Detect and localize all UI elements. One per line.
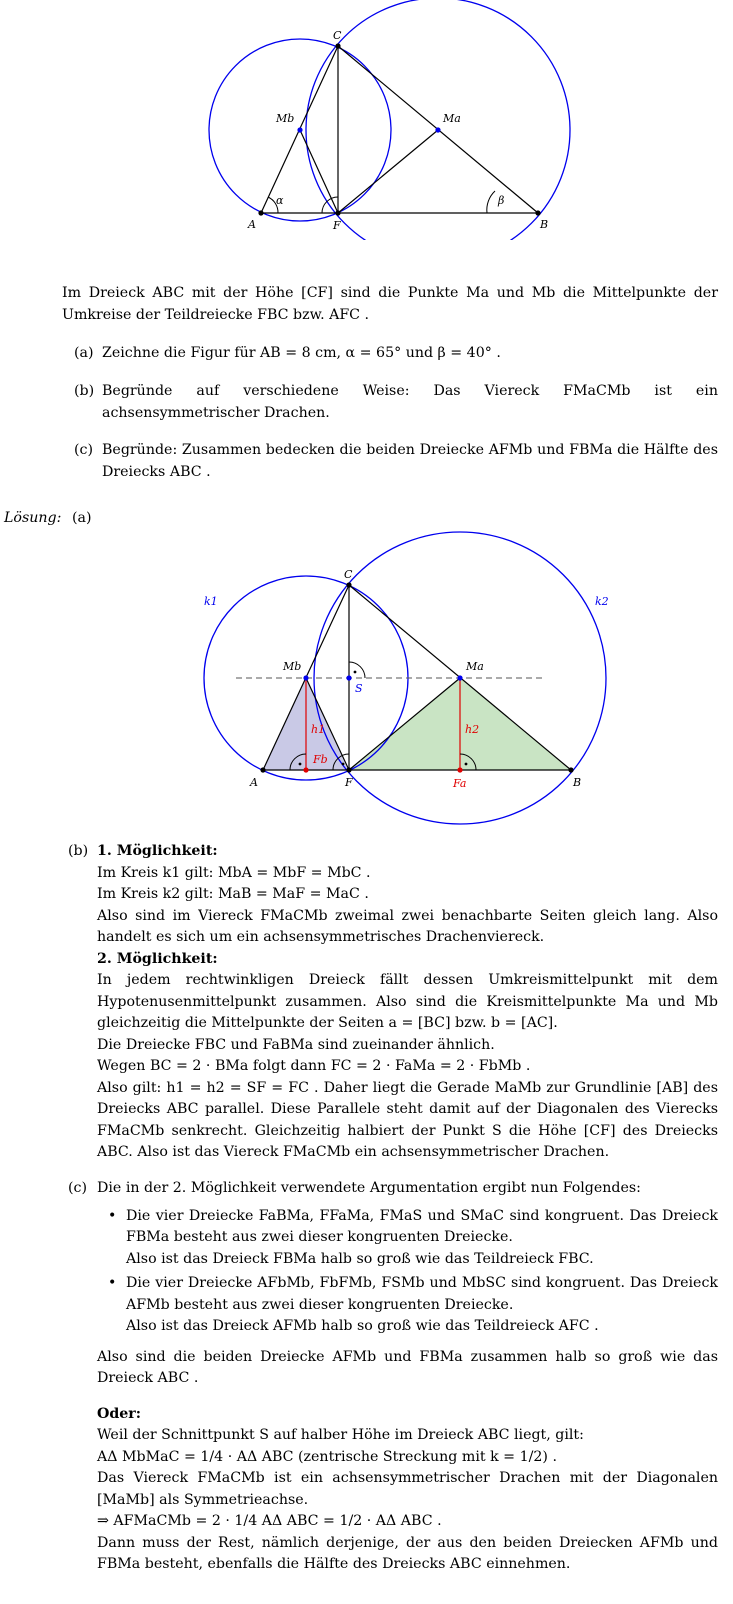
point-Fa (457, 767, 462, 772)
solution-b-label: (b) (68, 843, 89, 859)
label-B: B (540, 218, 549, 231)
bullet-2-text: Die vier Dreiecke AFbMb, FbFMb, FSMb und MbSC sind kongruent. Das Dreieck AFMb besteht aus zwei dieser kongruenten Dreiecke. (126, 1275, 718, 1313)
right-angle-dot-S (354, 671, 357, 674)
point-F (335, 210, 340, 215)
label-beta: β (498, 194, 505, 207)
solution-b (66, 841, 718, 1164)
bullet-1-conclusion: Also ist das Dreieck FBMa halb so groß wie das Teildreieck FBC. (126, 1250, 594, 1267)
similarity-line: Die Dreiecke FBC und FaBMa sind zueinander ähnlich. (97, 1036, 495, 1053)
point-Ma (435, 127, 440, 132)
point-A (258, 210, 263, 215)
hypotenuse-argument: In jedem rechtwinkligen Dreieck fällt dessen Umkreismittelpunkt mit dem Hypotenusenmittelpunkt zusammen. Also sind die Kreismittelpunkte Ma und Mb gleichzeitig die Mittelpunkte der Seiten a = [BC] bzw. b = [AC]. (97, 972, 718, 1031)
oder-line-5: Dann muss der Rest, nämlich derjenige, der aus den beiden Dreiecken AFMb und FBMa besteht, ebenfalls die Hälfte des Dreiecks ABC einnehmen. (97, 1534, 718, 1572)
item-label: (a) (74, 345, 94, 361)
figure-2 (0, 528, 733, 828)
solution-b-content (97, 841, 718, 1164)
congruence-list (97, 1206, 718, 1338)
segment-MbF (300, 130, 338, 213)
right-angle-dot-Fa (465, 763, 468, 766)
item-text: Begründe: Zusammen bedecken die beiden Dreiecke AFMb und FBMa die Hälfte des Dreiecks ABC . (102, 442, 718, 480)
item-label: (c) (74, 442, 94, 458)
oder-line-4: ⇒ AFMaCMb = 2 · 1/4 AΔ ABC = 1/2 · AΔ ABC . (97, 1513, 442, 1529)
angle-beta-arc (487, 191, 495, 213)
segment-MaF (338, 130, 438, 213)
list-item (97, 1206, 718, 1271)
solution-c (66, 1178, 718, 1576)
solution-c-label: (c) (68, 1180, 88, 1196)
kite-conclusion-1: Also sind im Viereck FMaCMb zweimal zwei benachbarte Seiten gleich lang. Also handelt es sich um ein achsensymmetrisches Drachenviereck. (97, 907, 718, 945)
figure-1 (0, 0, 733, 240)
label-h2: h2 (465, 723, 480, 736)
bullet-1-text: Die vier Dreiecke FaBMa, FFaMa, FMaS und SMaC sind kongruent. Das Dreieck FBMa besteht aus zwei dieser kongruenten Dreiecke. (126, 1207, 718, 1245)
point-A (260, 767, 265, 772)
kite-conclusion-2: Also gilt: h1 = h2 = SF = FC . Daher liegt die Gerade MaMb zur Grundlinie [AB] des Dreiecks ABC parallel. Diese Parallele steht damit auf der Diagonalen des Vierecks FMaCMb senkrecht. Gleichzeitig halbiert der Punkt S die Höhe [CF] des Dreiecks ABC. Also ist das Viereck FMaCMb ein achsensymmetrischer Drachen. (97, 1079, 718, 1160)
label-F: F (333, 219, 341, 232)
point-Mb (297, 127, 302, 132)
label-A: A (250, 776, 258, 789)
possibility-1-heading: 1. Möglichkeit: (97, 843, 218, 859)
label-k1: k1 (204, 595, 218, 608)
point-Mb (303, 675, 308, 680)
item-label: (b) (74, 383, 95, 399)
possibility-2-heading: 2. Möglichkeit: (97, 950, 218, 967)
point-B (568, 767, 573, 772)
right-angle-dot-Fb (299, 763, 302, 766)
label-k2: k2 (595, 595, 609, 608)
label-C: C (344, 568, 353, 581)
label-alpha: α (276, 194, 284, 207)
item-text: Zeichne die Figur für AB = 8 cm, α = 65° und β = 40° . (102, 345, 501, 361)
point-Ma (457, 675, 462, 680)
figure-1-svg (0, 0, 733, 240)
oder-line-2: AΔ MbMaC = 1/4 · AΔ ABC (zentrische Streckung mit k = 1/2) . (97, 1448, 557, 1465)
point-C (335, 43, 340, 48)
right-angle-S (349, 662, 365, 678)
circle-k1-line: Im Kreis k1 gilt: MbA = MbF = MbC . (97, 864, 371, 881)
label-Ma: Ma (443, 112, 461, 125)
bullet-2-conclusion: Also ist das Dreieck AFMb halb so groß wie das Teildreieck AFC . (126, 1318, 599, 1334)
label-F: F (345, 776, 353, 789)
circle-k2-line: Im Kreis k2 gilt: MaB = MaF = MaC . (97, 886, 369, 902)
point-B (535, 210, 540, 215)
point-Fb (303, 767, 308, 772)
solution-c-content (97, 1178, 718, 1576)
label-A: A (248, 218, 256, 231)
label-Mb: Mb (276, 112, 295, 125)
oder-heading: Oder: (97, 1405, 142, 1422)
point-C (346, 582, 351, 587)
point-S (346, 675, 351, 680)
solution-c-intro: Die in der 2. Möglichkeit verwendete Argumentation ergibt nun Folgendes: (97, 1180, 641, 1196)
label-S: S (355, 682, 363, 695)
oder-line-3: Das Viereck FMaCMb ist ein achsensymmetrischer Drachen mit der Diagonalen [MaMb] als Symmetrieachse. (97, 1470, 718, 1508)
solution-label: Lösung: (4, 510, 62, 526)
item-text: Begründe auf verschiedene Weise: Das Viereck FMaCMb ist ein achsensymmetrischer Drachen. (102, 383, 718, 421)
label-Mb: Mb (283, 660, 302, 673)
figure-2-svg (0, 528, 733, 828)
label-Fa: Fa (453, 777, 467, 790)
label-Fb: Fb (313, 753, 328, 766)
label-C: C (333, 29, 342, 42)
right-angle-dot-F (342, 763, 345, 766)
solution-a-label: (a) (72, 510, 92, 526)
circle-k2 (306, 0, 570, 240)
point-F (346, 767, 351, 772)
label-B: B (573, 776, 582, 789)
ratio-line: Wegen BC = 2 · BMa folgt dann FC = 2 · FaMa = 2 · FbMb . (97, 1058, 531, 1074)
solution-c-conclusion: Also sind die beiden Dreiecke AFMb und FBMa zusammen halb so groß wie das Dreieck ABC . (97, 1348, 718, 1386)
label-h1: h1 (311, 723, 326, 736)
oder-line-1: Weil der Schnittpunkt S auf halber Höhe im Dreieck ABC liegt, gilt: (97, 1427, 584, 1443)
label-Ma: Ma (466, 660, 484, 673)
list-item (97, 1273, 718, 1338)
problem-intro: Im Dreieck ABC mit der Höhe [CF] sind die Punkte Ma und Mb die Mittelpunkte der Umkreise der Teildreiecke FBC bzw. AFC . (62, 285, 718, 323)
